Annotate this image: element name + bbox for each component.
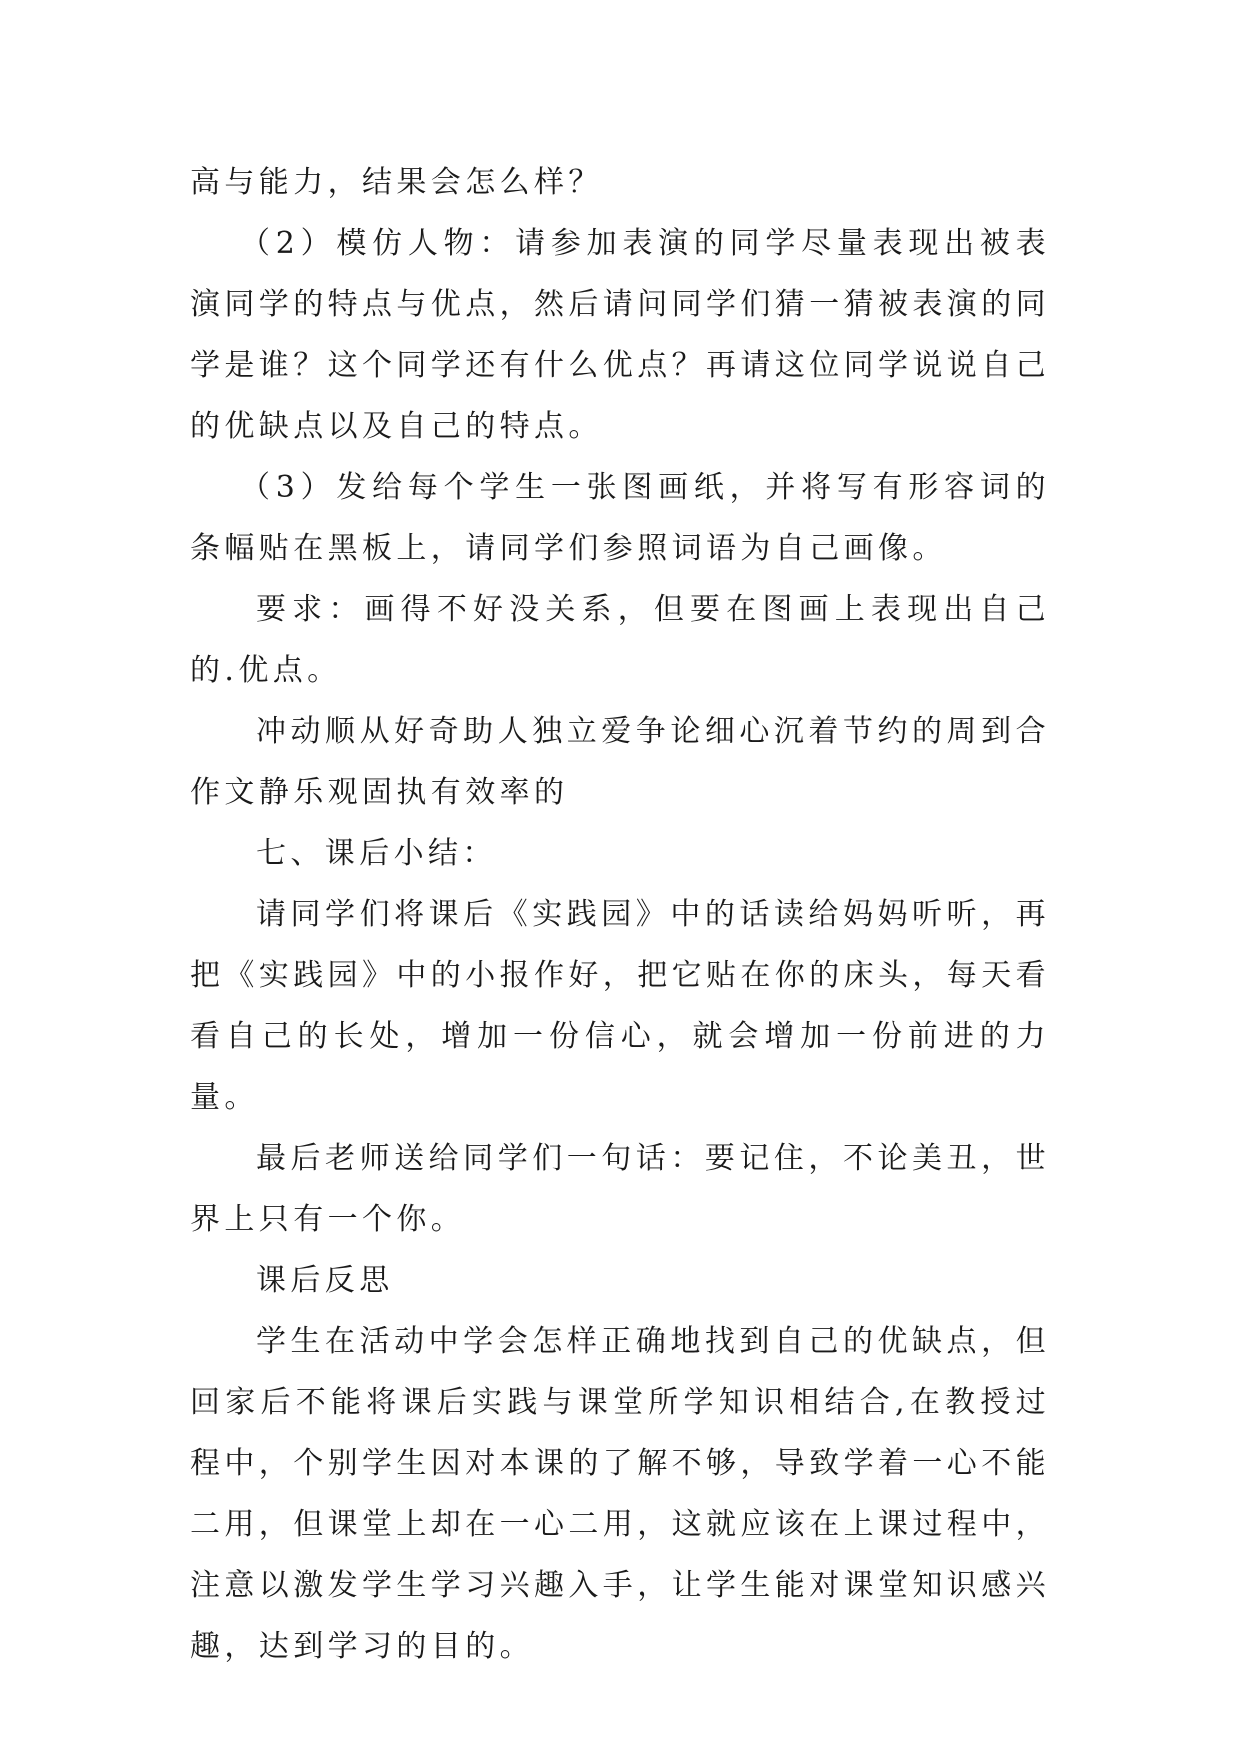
paragraph-drawing-paper: （3）发给每个学生一张图画纸，并将写有形容词的条幅贴在黑板上，请同学们参照词语为自己画像。 xyxy=(190,470,1050,566)
paragraph-reflection: 学生在活动中学会怎样正确地找到自己的优缺点，但回家后不能将课后实践与课堂所学知识相结合,在教授过程中，个别学生因对本课的了解不够，导致学着一心不能二用，但课堂上却在一心二用，这就应该在上课过程中，注意以激发学生学习兴趣入手，让学生能对课堂知识感兴趣，达到学习的目的。 xyxy=(190,1324,1050,1664)
paragraph-practice-garden: 请同学们将课后《实践园》中的话读给妈妈听听，再把《实践园》中的小报作好，把它贴在你的床头，每天看看自己的长处，增加一份信心，就会增加一份前进的力量。 xyxy=(190,897,1050,1115)
paragraph-teacher-message: 最后老师送给同学们一句话：要记住，不论美丑，世界上只有一个你。 xyxy=(190,1141,1050,1237)
paragraph-requirement: 要求：画得不好没关系，但要在图画上表现出自己的.优点。 xyxy=(190,592,1050,688)
paragraph-adjectives: 冲动顺从好奇助人独立爱争论细心沉着节约的周到合作文静乐观固执有效率的 xyxy=(190,714,1050,810)
paragraph-imitate-character: （2）模仿人物：请参加表演的同学尽量表现出被表演同学的特点与优点，然后请问同学们猜一猜被表演的同学是谁？这个同学还有什么优点？再请这位同学说说自己的优缺点以及自己的特点。 xyxy=(190,226,1050,444)
paragraph-continuation: 高与能力，结果会怎么样？ xyxy=(190,165,603,200)
section-heading-summary: 七、课后小结： xyxy=(256,836,497,871)
section-heading-reflection: 课后反思 xyxy=(256,1263,394,1298)
document-body xyxy=(190,152,1050,1677)
